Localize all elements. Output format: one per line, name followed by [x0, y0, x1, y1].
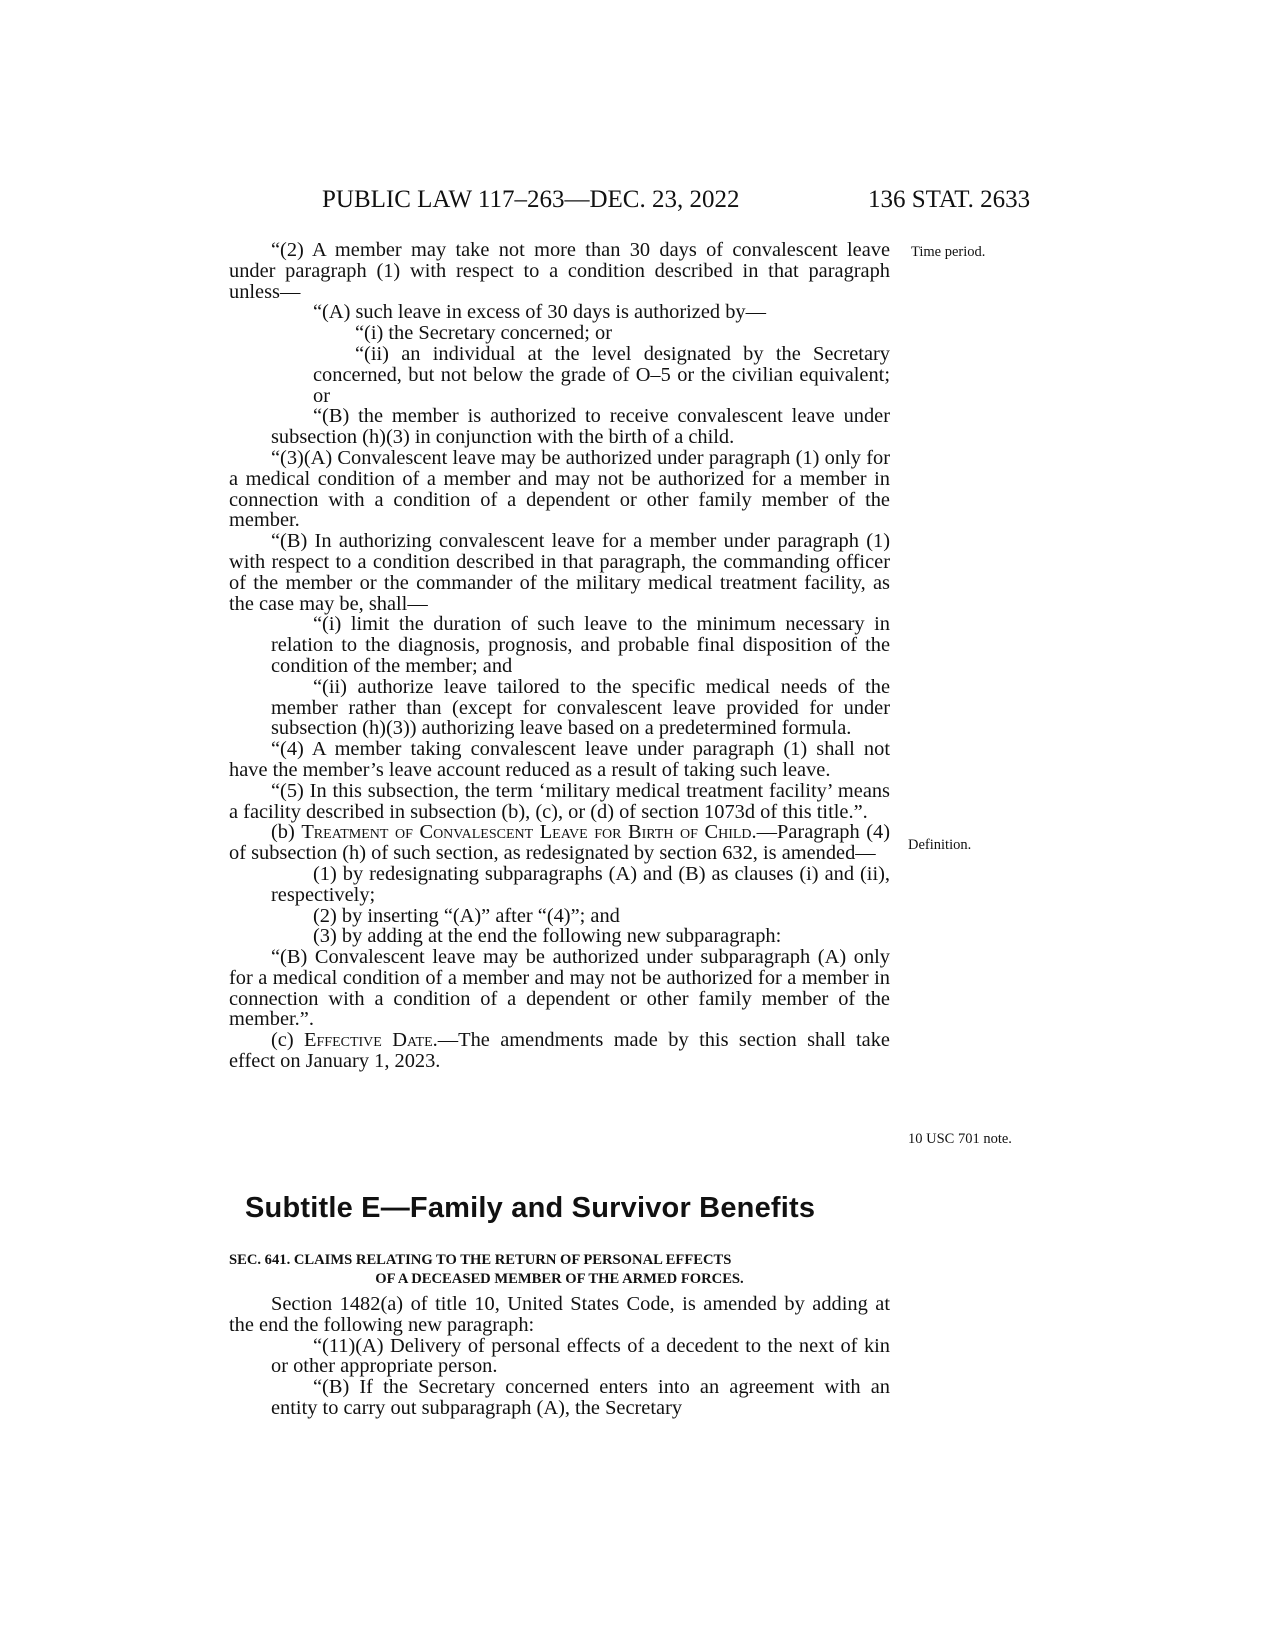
subsection-c-lead: (c) [271, 1029, 305, 1052]
paragraph-3a: “(3)(A) Convalescent leave may be authorized under paragraph (1) only for a medical condition of a member and may not be authorized for a member in connection with a condition of a dependent or other family member of the member. [229, 446, 890, 532]
section-heading [229, 1251, 890, 1289]
margin-note-time-period: Time period. [911, 244, 986, 260]
paragraph-11a: “(11)(A) Delivery of personal effects of a decedent to the next of kin or other appropriate person. [271, 1334, 890, 1378]
section-heading-line-1: SEC. 641. CLAIMS RELATING TO THE RETURN OF PERSONAL EFFECTS [229, 1252, 732, 1268]
running-header-title: PUBLIC LAW 117–263—DEC. 23, 2022 [322, 186, 740, 213]
subsection-c-text: —The amendments made by this section shall take effect on January 1, 2023. [229, 1029, 890, 1073]
clause-i: “(i) the Secretary concerned; or [355, 322, 613, 345]
clause-3b-i: “(i) limit the duration of such leave to the minimum necessary in relation to the diagnosis, prognosis, and probable final disposition of the condition of the member; and [271, 613, 890, 677]
subsection-c [229, 1030, 890, 1072]
amendment-3: (3) by adding at the end the following new subparagraph: [313, 925, 782, 948]
section-heading-line-2: OF A DECEASED MEMBER OF THE ARMED FORCES. [375, 1271, 744, 1287]
section-641-intro: Section 1482(a) of title 10, United States Code, is amended by adding at the end the following new paragraph: [229, 1293, 890, 1336]
clause-ii: “(ii) an individual at the level designated by the Secretary concerned, but not below the grade of O–5 or the civilian equivalent; or [313, 342, 890, 407]
running-header-stat-page: 136 STAT. 2633 [868, 186, 1031, 213]
paragraph-5: “(5) In this subsection, the term ‘military medical treatment facility’ means a facility described in subsection (b), (c), or (d) of section 1073d of this title.”. [229, 779, 890, 823]
statute-body [229, 240, 890, 1072]
paragraph-4: “(4) A member taking convalescent leave under paragraph (1) shall not have the member’s leave account reduced as a result of taking such leave. [229, 738, 890, 781]
clause-3b-ii: “(ii) authorize leave tailored to the specific medical needs of the member rather than (except for convalescent leave provided for under subsection (h)(3)) authorizing leave based on a predetermined formula. [271, 675, 890, 740]
margin-note-usc: 10 USC 701 note. [908, 1131, 1012, 1147]
margin-note-definition: Definition. [908, 837, 972, 853]
new-subparagraph-b: “(B) Convalescent leave may be authorized under subparagraph (A) only for a medical condition of a member and may not be authorized for a member in connection with a condition of a dependent or other family member of the member.”. [229, 946, 890, 1031]
subparagraph-a: “(A) such leave in excess of 30 days is authorized by— [313, 301, 766, 324]
subsection-b-heading: Treatment of Convalescent Leave for Birth of Child. [301, 821, 757, 844]
amendment-1: (1) by redesignating subparagraphs (A) and (B) as clauses (i) and (ii), respectively; [271, 862, 890, 906]
subsection-b [229, 822, 890, 864]
subsection-c-heading: Effective Date. [304, 1029, 438, 1052]
paragraph-3b: “(B) In authorizing convalescent leave for a member under paragraph (1) with respect to a condition described in that paragraph, the commanding officer of the member or the commander of the military medical treatment facility, as the case may be, shall— [229, 530, 890, 615]
amendment-2: (2) by inserting “(A)” after “(4)”; and [313, 904, 620, 927]
subtitle-heading: Subtitle E—Family and Survivor Benefits [245, 1192, 816, 1224]
paragraph-2: “(2) A member may take not more than 30 days of convalescent leave under paragraph (1) with respect to a condition described in that paragraph unless— [229, 239, 890, 303]
subparagraph-b: “(B) the member is authorized to receive convalescent leave under subsection (h)(3) in conjunction with the birth of a child. [271, 405, 890, 449]
subsection-b-text: —Paragraph (4) of subsection (h) of such section, as redesignated by section 632, is amended— [229, 821, 891, 865]
subsection-b-lead: (b) [271, 821, 302, 844]
paragraph-11b: “(B) If the Secretary concerned enters into an agreement with an entity to carry out subparagraph (A), the Secretary [271, 1376, 890, 1419]
section-641-body [229, 1294, 890, 1419]
